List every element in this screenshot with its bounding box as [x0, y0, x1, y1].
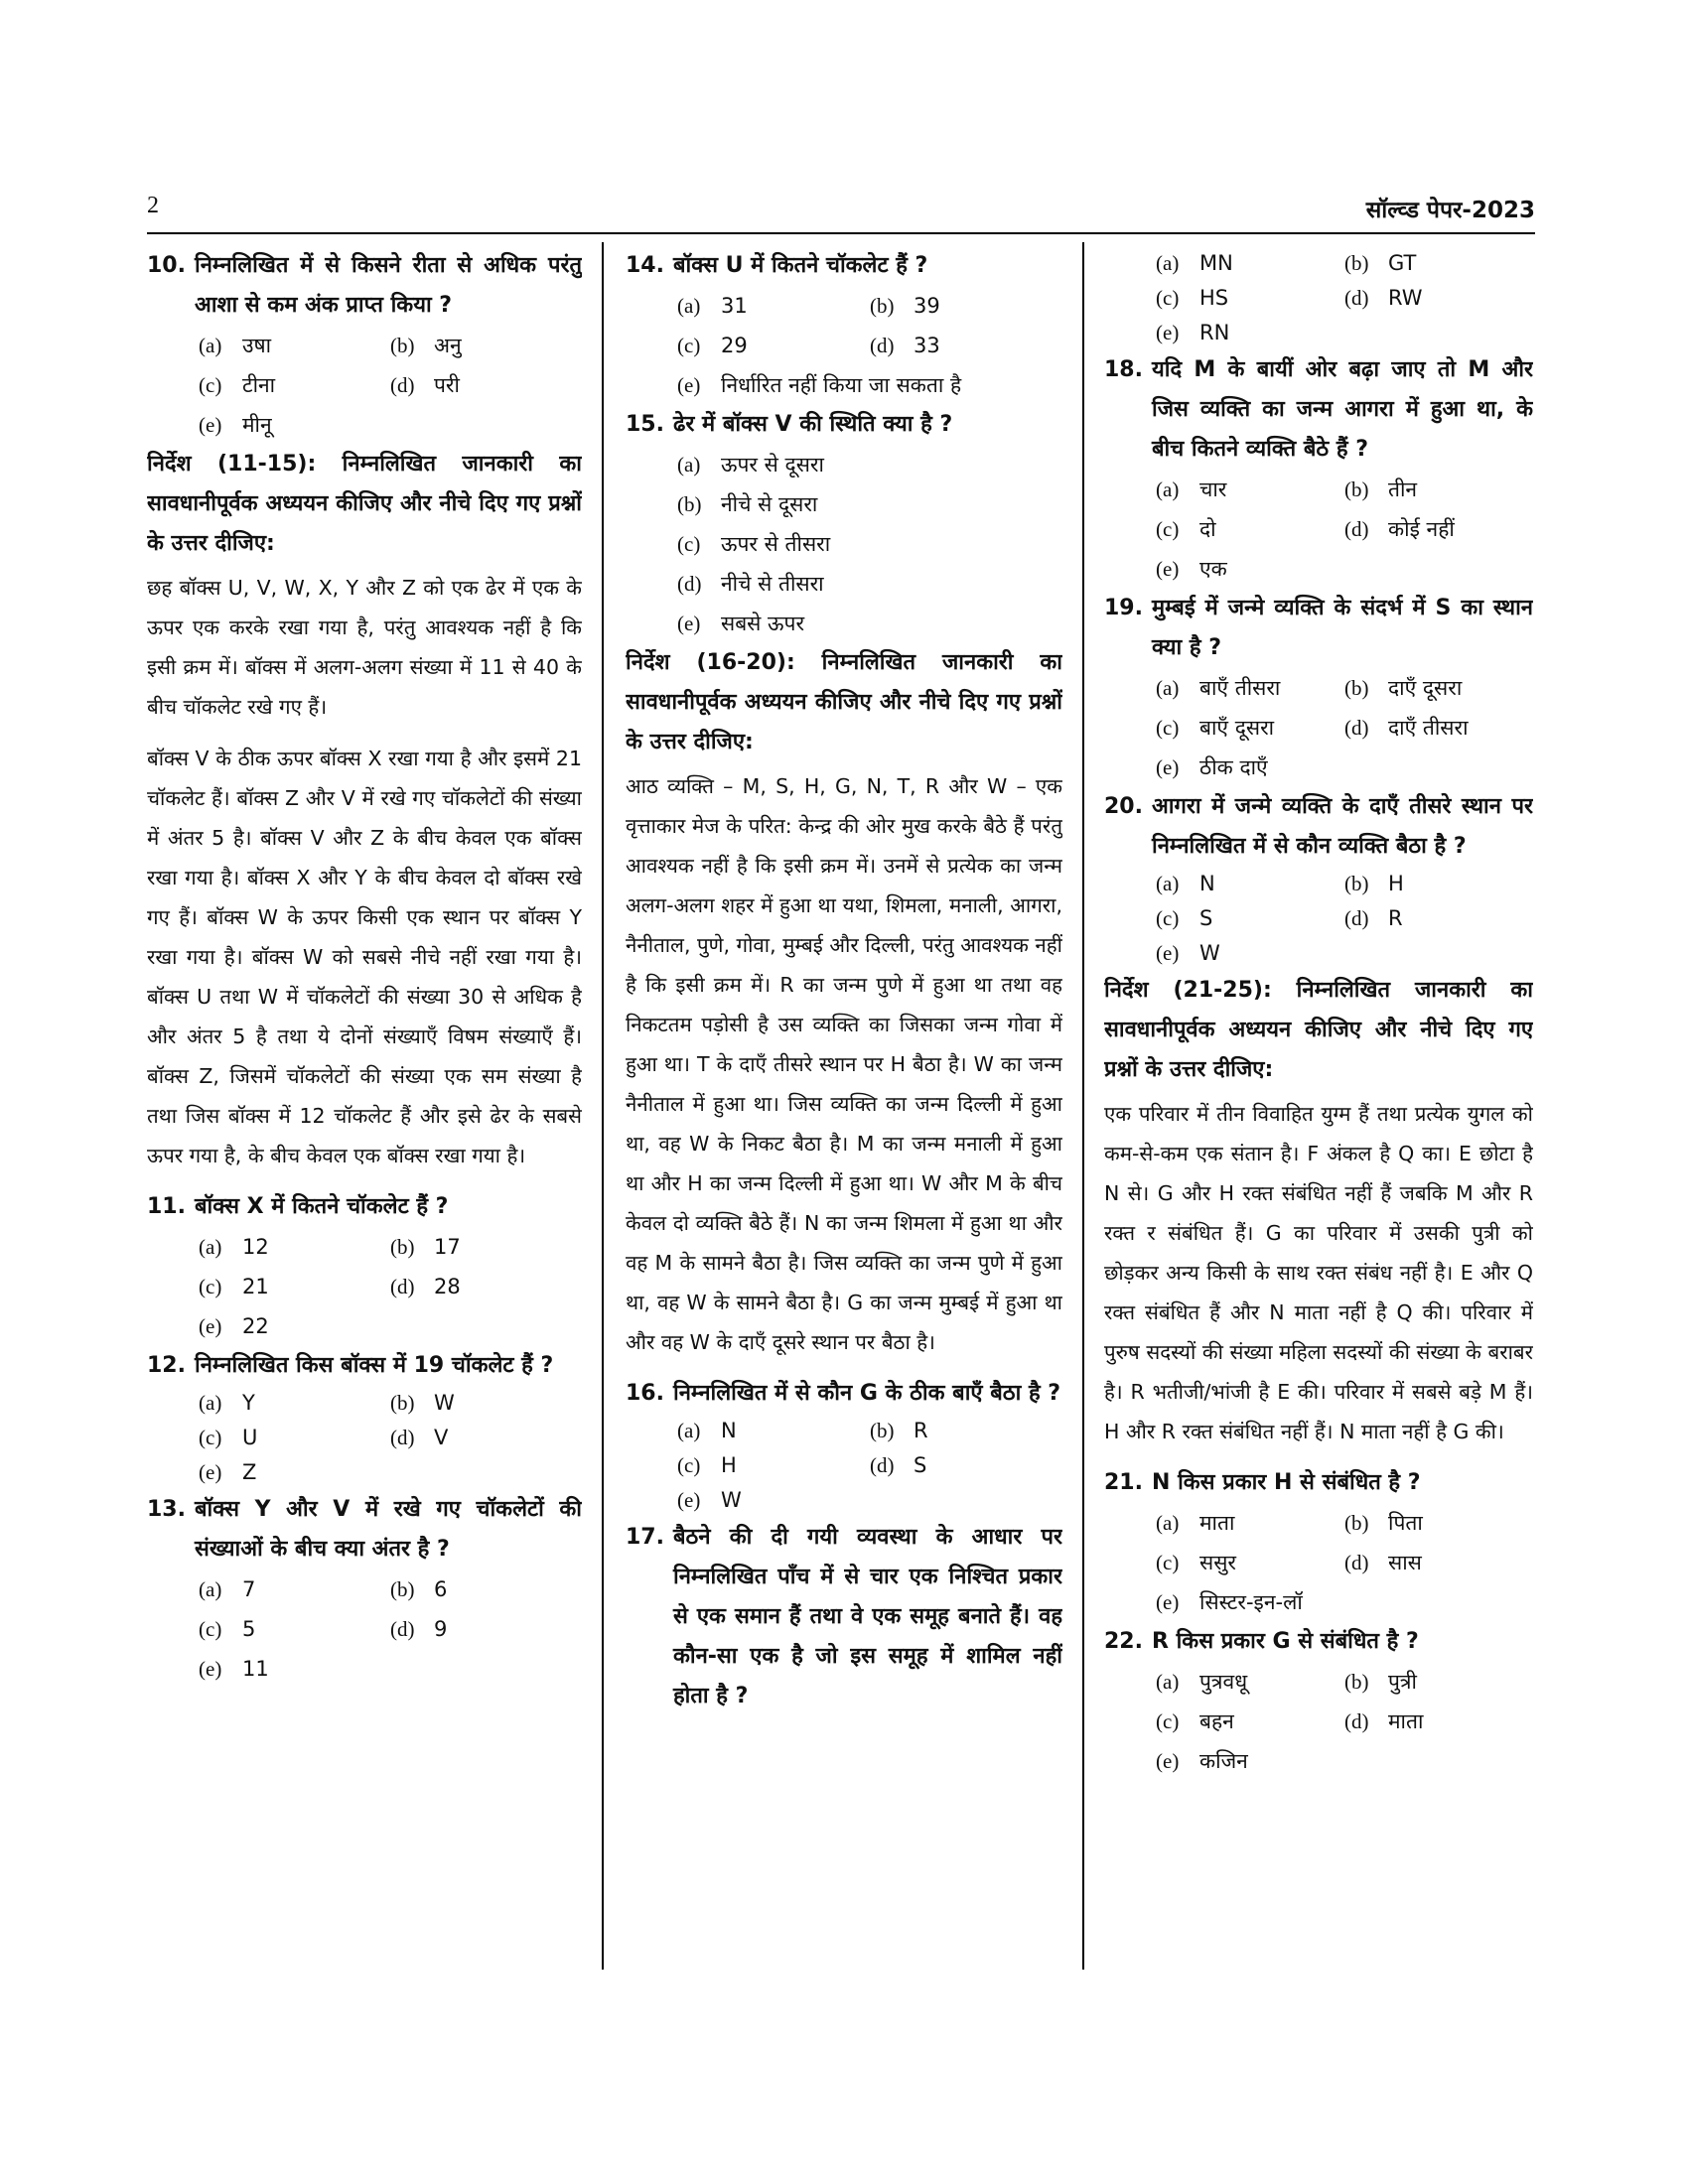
question-text: मुम्बई में जन्मे व्यक्ति के संदर्भ में S का स्थान क्या है ? — [1152, 596, 1533, 660]
option: (e) सबसे ऊपर — [677, 612, 805, 635]
directions-16-20: निर्देश (16-20): निम्नलिखित जानकारी का सावधानीपूर्वक अध्ययन कीजिए और नीचे दिए गए प्रश्नों के उत्तर दीजिए: — [626, 650, 1062, 754]
question-text: आगरा में जन्मे व्यक्ति के दाएँ तीसरे स्थान पर निम्नलिखित में से कौन व्यक्ति बैठा है ? — [1152, 794, 1533, 859]
options-13 — [147, 1570, 582, 1689]
option: (c) ससुर — [1156, 1551, 1236, 1574]
option: (b) दाएँ दूसरा — [1344, 676, 1463, 700]
option: (c) ऊपर से तीसरा — [677, 532, 831, 556]
question-13 — [147, 1490, 582, 1570]
passage-boxes-intro: छह बॉक्स U, V, W, X, Y और Z को एक ढेर में एक के ऊपर एक करके रखा गया है, परंतु आवश्यक नहीं है कि इसी क्रम में। बॉक्स में अलग-अलग संख्या में 11 से 40 के बीच चॉकलेट रखे गए हैं। — [147, 576, 582, 719]
question-number: 12. — [147, 1353, 186, 1378]
question-number: 15. — [626, 412, 664, 437]
option: (a) 7 — [199, 1577, 256, 1601]
question-number: 20. — [1104, 794, 1143, 819]
question-22 — [1104, 1622, 1533, 1662]
question-number: 18. — [1104, 357, 1143, 382]
option: (a) चार — [1156, 478, 1227, 501]
option: (e) निर्धारित नहीं किया जा सकता है — [677, 373, 962, 397]
option: (b) R — [870, 1419, 928, 1442]
option: (c) H — [677, 1453, 737, 1477]
question-text: बॉक्स Y और V में रखे गए चॉकलेटों की संख्याओं के बीच क्या अंतर है ? — [195, 1497, 582, 1562]
option: (d) कोई नहीं — [1344, 517, 1455, 541]
question-text: निम्नलिखित में से किसने रीता से अधिक परंतु आशा से कम अंक प्राप्त किया ? — [195, 253, 582, 318]
question-number: 21. — [1104, 1470, 1143, 1495]
options-22 — [1104, 1662, 1533, 1781]
column-3 — [1104, 246, 1533, 1983]
option: (c) 21 — [199, 1275, 269, 1298]
question-20 — [1104, 787, 1533, 867]
directions-11-15: निर्देश (11-15): निम्नलिखित जानकारी का सावधानीपूर्वक अध्ययन कीजिए और नीचे दिए गए प्रश्नों के उत्तर दीजिए: — [147, 452, 582, 556]
question-12 — [147, 1346, 582, 1386]
option: (a) पुत्रवधू — [1156, 1670, 1248, 1694]
option: (d) 9 — [390, 1617, 448, 1641]
option: (a) Y — [199, 1391, 255, 1415]
question-text: बॉक्स X में कितने चॉकलेट हैं ? — [195, 1194, 449, 1219]
option: (b) GT — [1344, 251, 1417, 275]
option: (b) 6 — [390, 1577, 448, 1601]
question-text: निम्नलिखित किस बॉक्स में 19 चॉकलेट हैं ? — [195, 1353, 554, 1378]
option: (e) ठीक दाएँ — [1156, 755, 1268, 779]
option: (d) नीचे से तीसरा — [677, 572, 824, 596]
option: (a) उषा — [199, 334, 272, 357]
options-12 — [147, 1386, 582, 1490]
option: (b) पुत्री — [1344, 1670, 1417, 1694]
question-text: R किस प्रकार G से संबंधित है ? — [1152, 1629, 1419, 1654]
option: (e) W — [677, 1488, 742, 1512]
passage-seating: आठ व्यक्ति – M, S, H, G, N, T, R और W – एक वृत्ताकार मेज के परित: केन्द्र की ओर मुख करके बैठे हैं परंतु आवश्यक नहीं है कि इसी क्रम में। उनमें से प्रत्येक का जन्म अलग-अलग शहर में हुआ था यथा, शिमला, मनाली, आगरा, नैनीताल, पुणे, गोवा, मुम्बई और दिल्ली, परंतु आवश्यक नहीं है कि इसी क्रम में। R का जन्म पुणे में हुआ था तथा वह निकटतम पड़ोसी है उस व्यक्ति का जिसका जन्म गोवा में हुआ था। T के दाएँ तीसरे स्थान पर H बैठा है। W का जन्म नैनीताल में हुआ था। जिस व्यक्ति का जन्म दिल्ली में हुआ था, वह W के निकट बैठा है। M का जन्म मनाली में हुआ था और H का जन्म दिल्ली में हुआ था। W और M के बीच केवल दो व्यक्ति बैठे हैं। N का जन्म शिमला में हुआ था और वह M के सामने बैठा है। जिस व्यक्ति का जन्म पुणे में हुआ था, वह W के सामने बैठा है। G का जन्म मुम्बई में हुआ था और वह W के दाएँ दूसरे स्थान पर बैठा है। — [626, 774, 1062, 1354]
question-number: 13. — [147, 1497, 186, 1522]
question-number: 17. — [626, 1525, 664, 1550]
option: (d) R — [1344, 906, 1403, 930]
option: (b) तीन — [1344, 478, 1418, 501]
option: (c) टीना — [199, 373, 276, 397]
option: (d) माता — [1344, 1709, 1424, 1733]
options-10 — [147, 326, 582, 445]
option: (c) U — [199, 1426, 258, 1449]
options-11 — [147, 1227, 582, 1346]
option: (b) W — [390, 1391, 455, 1415]
option: (a) N — [677, 1419, 737, 1442]
option: (b) 17 — [390, 1235, 461, 1259]
option: (e) सिस्टर-इन-लॉ — [1156, 1590, 1303, 1614]
question-21 — [1104, 1463, 1533, 1503]
question-number: 22. — [1104, 1629, 1143, 1654]
column-divider — [602, 242, 604, 1970]
option: (a) ऊपर से दूसरा — [677, 453, 824, 477]
question-number: 11. — [147, 1194, 186, 1219]
column-divider — [1082, 242, 1084, 1970]
option: (c) बाएँ दूसरा — [1156, 716, 1275, 740]
option: (a) 12 — [199, 1235, 269, 1259]
question-11 — [147, 1187, 582, 1227]
question-17 — [626, 1518, 1062, 1716]
passage-family: एक परिवार में तीन विवाहित युग्म हैं तथा प्रत्येक युगल को कम-से-कम एक संतान है। F अंकल है Q का। E छोटा है N से। G और H रक्त संबंधित नहीं हैं जबकि M और R रक्त र संबंधित हैं। G का परिवार में उसकी पुत्री को छोड़कर अन्य किसी के साथ रक्त संबंध नहीं है। E और Q रक्त संबंधित हैं और N माता नहीं है Q की। परिवार में पुरुष सदस्यों की संख्या महिला सदस्यों की संख्या के बराबर है। R भतीजी/भांजी है E की। परिवार में सबसे बड़े M हैं। H और R रक्त संबंधित नहीं हैं। N माता नहीं है G की। — [1104, 1102, 1533, 1443]
question-text: यदि M के बायीं ओर बढ़ा जाए तो M और जिस व्यक्ति का जन्म आगरा में हुआ था, के बीच कितने व्यक्ति बैठे हैं ? — [1152, 357, 1533, 462]
options-20 — [1104, 867, 1533, 971]
option: (e) Z — [199, 1460, 257, 1484]
option: (e) 22 — [199, 1314, 269, 1338]
option: (a) N — [1156, 872, 1215, 895]
directions-21-25: निर्देश (21-25): निम्नलिखित जानकारी का सावधानीपूर्वक अध्ययन कीजिए और नीचे दिए गए प्रश्नों के उत्तर दीजिए: — [1104, 978, 1533, 1082]
options-14 — [626, 286, 1062, 405]
option: (d) S — [870, 1453, 927, 1477]
option: (d) दाएँ तीसरा — [1344, 716, 1469, 740]
options-21 — [1104, 1503, 1533, 1622]
option: (d) V — [390, 1426, 449, 1449]
question-number: 19. — [1104, 596, 1143, 620]
question-number: 14. — [626, 253, 664, 278]
page-header — [147, 193, 1535, 230]
option: (e) एक — [1156, 557, 1227, 581]
options-15 — [626, 445, 1062, 643]
option: (a) माता — [1156, 1511, 1235, 1535]
options-16 — [626, 1414, 1062, 1518]
option: (d) 33 — [870, 334, 940, 357]
option: (e) 11 — [199, 1657, 269, 1681]
option: (c) S — [1156, 906, 1213, 930]
question-text: निम्नलिखित में से कौन G के ठीक बाएँ बैठा है ? — [673, 1381, 1061, 1406]
option: (c) दो — [1156, 517, 1216, 541]
question-10 — [147, 246, 582, 326]
option: (b) H — [1344, 872, 1404, 895]
option: (c) 29 — [677, 334, 748, 357]
option: (b) अनु — [390, 334, 462, 357]
question-text: बॉक्स U में कितने चॉकलेट हैं ? — [673, 253, 928, 278]
question-number: 16. — [626, 1381, 664, 1406]
header-rule — [147, 232, 1535, 234]
option: (a) MN — [1156, 251, 1233, 275]
option: (a) बाएँ तीसरा — [1156, 676, 1281, 700]
options-17 — [1104, 246, 1533, 350]
passage-boxes-clues: बॉक्स V के ठीक ऊपर बॉक्स X रखा गया है और इसमें 21 चॉकलेट हैं। बॉक्स Z और V में रखे गए चॉकलेटों की संख्या में अंतर 5 है। बॉक्स V और Z के बीच केवल एक बॉक्स रखा गया है। बॉक्स X और Y के बीच केवल दो बॉक्स रखे गए हैं। बॉक्स W के ऊपर किसी एक स्थान पर बॉक्स Y रखा गया है। बॉक्स W को सबसे नीचे नहीं रखा गया है। बॉक्स U तथा W में चॉकलेटों की संख्या 30 से अधिक है और अंतर 5 है तथा ये दोनों संख्याएँ विषम संख्याएँ हैं। बॉक्स Z, जिसमें चॉकलेटों की संख्या एक सम संख्या है तथा जिस बॉक्स में 12 चॉकलेट हैं और इसे ढेर के सबसे ऊपर गया है, के बीच केवल एक बॉक्स रखा गया है। — [147, 747, 582, 1167]
option: (a) 31 — [677, 294, 748, 318]
options-19 — [1104, 668, 1533, 787]
option: (b) 39 — [870, 294, 940, 318]
option: (d) सास — [1344, 1551, 1422, 1574]
page-title: सॉल्व्ड पेपर-2023 — [1365, 198, 1535, 223]
options-18 — [1104, 470, 1533, 589]
option: (c) 5 — [199, 1617, 256, 1641]
option: (c) बहन — [1156, 1709, 1234, 1733]
question-text: ढेर में बॉक्स V की स्थिति क्या है ? — [673, 412, 953, 437]
question-number: 10. — [147, 253, 186, 278]
option: (e) RN — [1156, 321, 1230, 344]
column-1 — [147, 246, 582, 1983]
question-18 — [1104, 350, 1533, 470]
option: (e) कजिन — [1156, 1749, 1248, 1773]
option: (d) 28 — [390, 1275, 461, 1298]
question-16 — [626, 1374, 1062, 1414]
option: (e) W — [1156, 941, 1220, 965]
question-19 — [1104, 589, 1533, 668]
question-15 — [626, 405, 1062, 445]
option: (e) मीनू — [199, 413, 272, 437]
option: (b) पिता — [1344, 1511, 1423, 1535]
question-text: N किस प्रकार H से संबंधित है ? — [1152, 1470, 1421, 1495]
question-14 — [626, 246, 1062, 286]
column-2 — [626, 246, 1062, 1983]
question-text: बैठने की दी गयी व्यवस्था के आधार पर निम्नलिखित पाँच में से चार एक निश्चित प्रकार से एक समान हैं तथा वे एक समूह बनाते हैं। वह कौन-सा एक है जो इस समूह में शामिल नहीं होता है ? — [673, 1525, 1062, 1708]
option: (d) RW — [1344, 286, 1423, 310]
page-number: 2 — [147, 193, 159, 218]
option: (c) HS — [1156, 286, 1229, 310]
option: (b) नीचे से दूसरा — [677, 492, 818, 516]
option: (d) परी — [390, 373, 460, 397]
